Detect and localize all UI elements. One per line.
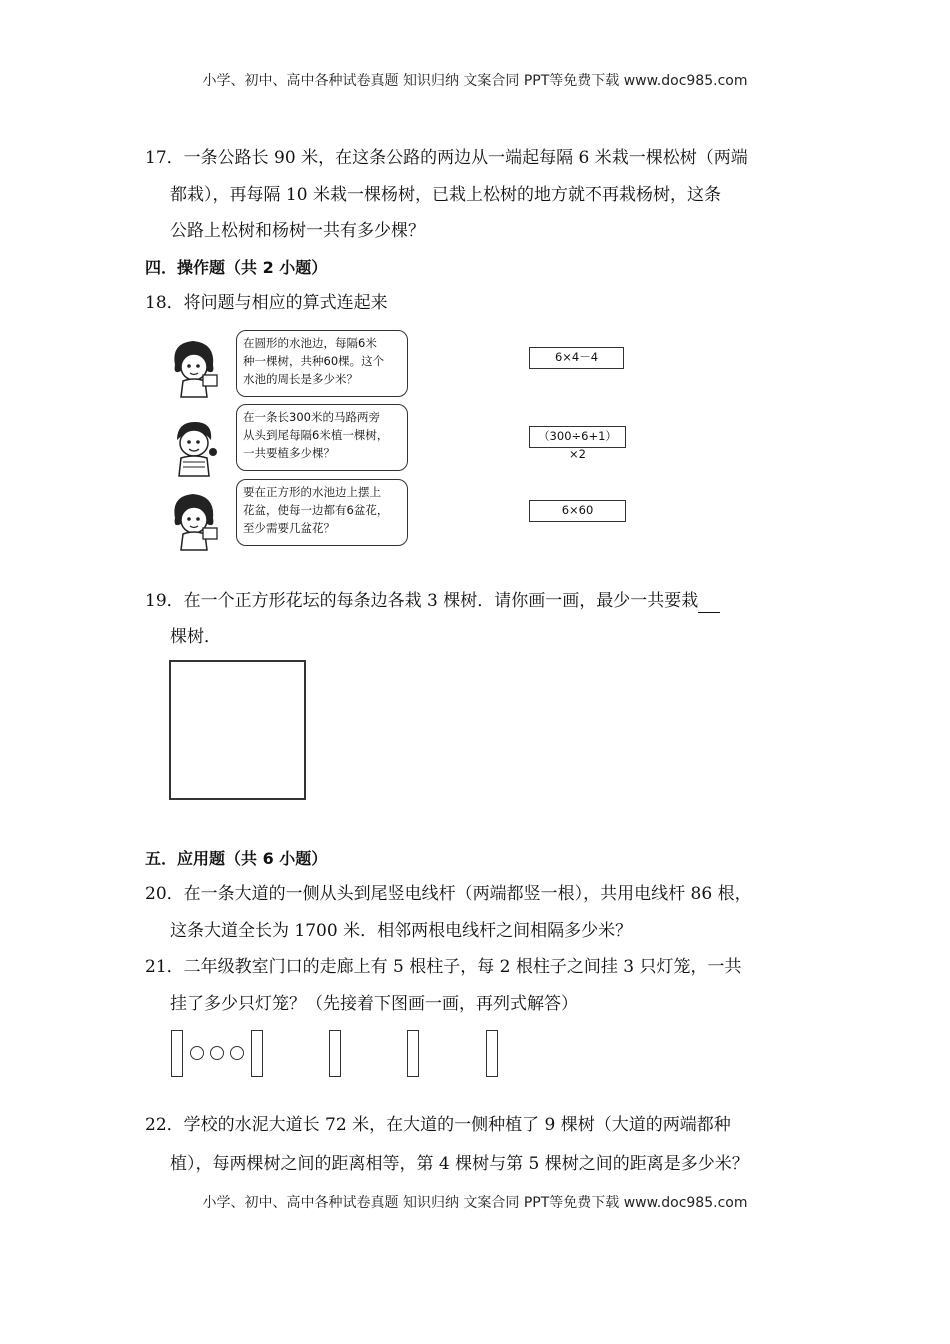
pillar bbox=[251, 1030, 263, 1077]
section5-title: 五．应用题（共 6 小题） bbox=[145, 849, 328, 868]
formula-box-3[interactable]: 6×60 bbox=[529, 500, 626, 522]
speech-bubble-2: 在一条长300米的马路两旁 从头到尾每隔6米植一棵树， 一共要植多少棵？ bbox=[236, 404, 408, 471]
q19-text: 19．在一个正方形花坛的每条边各栽 3 棵树．请你画一画，最少一共要栽 bbox=[145, 591, 699, 611]
answer-blank[interactable] bbox=[698, 594, 720, 613]
pillar bbox=[407, 1030, 419, 1077]
q21-line1: 21．二年级教室门口的走廊上有 5 根柱子，每 2 根柱子之间挂 3 只灯笼，一共 bbox=[145, 957, 742, 977]
pillar bbox=[486, 1030, 498, 1077]
q18-title: 18．将问题与相应的算式连起来 bbox=[145, 293, 388, 313]
girl-reader-icon bbox=[163, 488, 233, 553]
boy-reader-icon bbox=[163, 416, 233, 481]
section4-title: 四．操作题（共 2 小题） bbox=[145, 258, 328, 277]
q21-line2: 挂了多少只灯笼？（先接着下图画一画，再列式解答） bbox=[170, 994, 578, 1014]
lantern-icon bbox=[190, 1046, 204, 1060]
formula-box-1[interactable]: 6×4－4 bbox=[529, 347, 624, 369]
q22-line2: 植），每两棵树之间的距离相等，第 4 棵树与第 5 棵树之间的距离是多少米？ bbox=[170, 1154, 749, 1174]
q17-line1: 17．一条公路长 90 米，在这条公路的两边从一端起每隔 6 米栽一棵松树（两端 bbox=[145, 148, 748, 168]
q20-line1: 20．在一条大道的一侧从头到尾竖电线杆（两端都竖一根），共用电线杆 86 根， bbox=[145, 884, 752, 904]
pillar bbox=[329, 1030, 341, 1077]
q17-line3: 公路上松树和杨树一共有多少棵？ bbox=[170, 221, 425, 241]
q22-line1: 22．学校的水泥大道长 72 米，在大道的一侧种植了 9 棵树（大道的两端都种 bbox=[145, 1115, 731, 1135]
speech-bubble-1: 在圆形的水池边，每隔6米 种一棵树，共种60棵。这个 水池的周长是多少米？ bbox=[236, 330, 408, 397]
page-footer: 小学、初中、高中各种试卷真题 知识归纳 文案合同 PPT等免费下载 www.doc985.com bbox=[202, 1195, 748, 1211]
formula-box-2[interactable]: （300÷6+1）×2 bbox=[529, 426, 626, 448]
speech-bubble-3: 要在正方形的水池边上摆上 花盆，使每一边都有6盆花， 至少需要几盆花？ bbox=[236, 479, 408, 546]
pillar bbox=[171, 1030, 183, 1077]
page-header: 小学、初中、高中各种试卷真题 知识归纳 文案合同 PPT等免费下载 www.doc985.com bbox=[202, 73, 748, 89]
square-flowerbed-drawing[interactable] bbox=[169, 660, 306, 800]
lantern-icon bbox=[230, 1046, 244, 1060]
q20-line2: 这条大道全长为 1700 米．相邻两根电线杆之间相隔多少米？ bbox=[170, 921, 633, 941]
q19-line2: 棵树． bbox=[170, 627, 221, 647]
q19-line1 bbox=[145, 589, 825, 613]
girl-reader-icon bbox=[163, 335, 233, 400]
q17-line2: 都栽），再每隔 10 米栽一棵杨树，已栽上松树的地方就不再栽杨树，这条 bbox=[170, 185, 721, 205]
lantern-icon bbox=[210, 1046, 224, 1060]
